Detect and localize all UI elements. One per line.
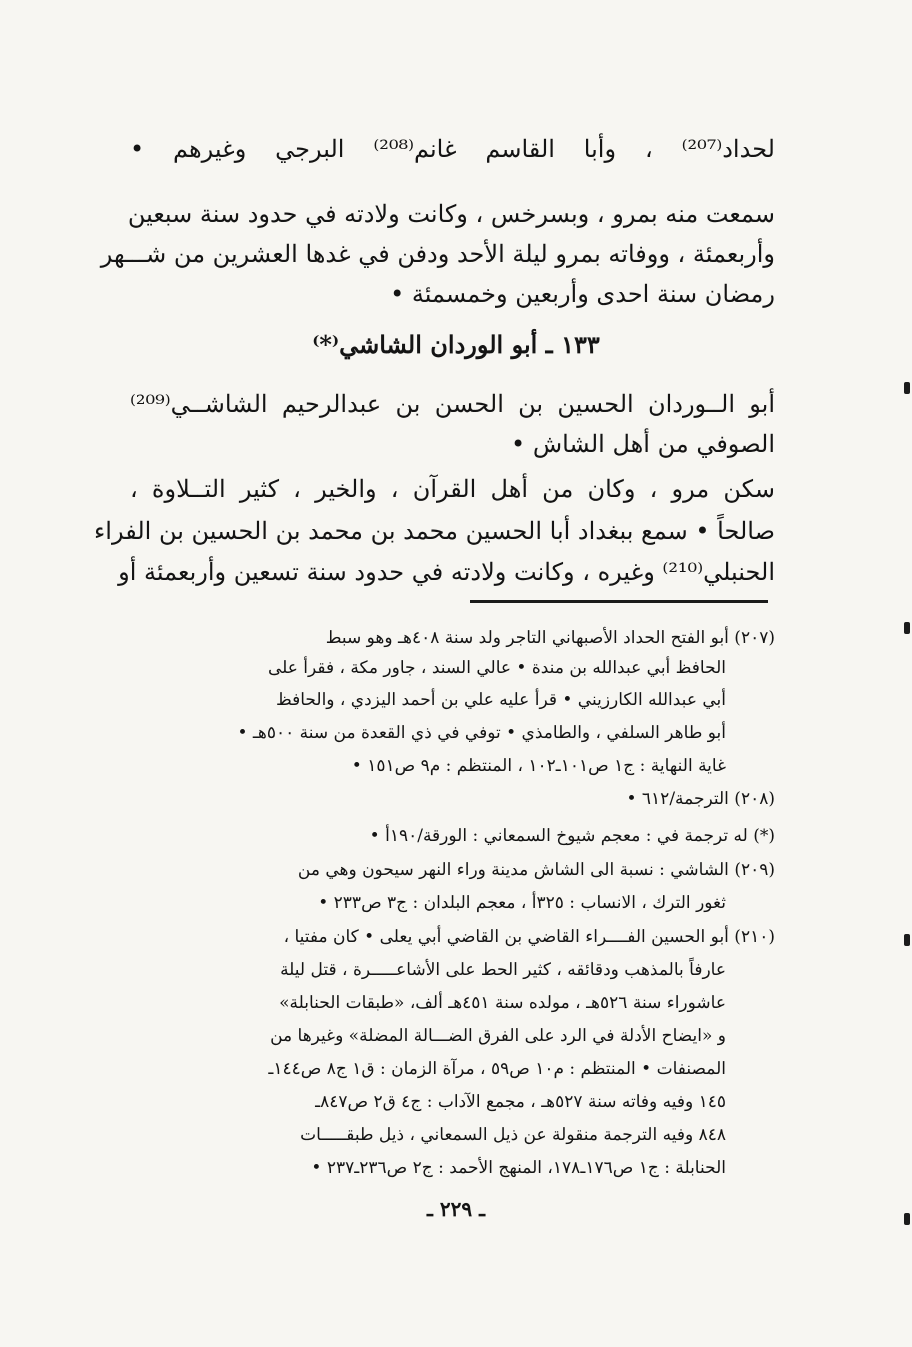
footnote-line: أبو طاهر السلفي ، والطامذي • توفي في ذي القعدة من سنة ٥٠٠هـ • — [237, 723, 726, 743]
edge-mark — [904, 622, 910, 634]
footnote-line: (٢٠٩) الشاشي : نسبة الى الشاش مدينة وراء النهر سيحون وهي من — [297, 860, 775, 880]
footnote-line: عارفاً بالمذهب ودقائقه ، كثير الحط على الأشاعـــــرة ، قتل ليلة — [280, 960, 726, 980]
body-line-2: سمعت منه بمرو ، وبسرخس ، وكانت ولادته في حدود سنة سبعين — [127, 200, 775, 228]
footnote-line: (٢٠٧) أبو الفتح الحداد الأصبهاني التاجر ولد سنة ٤٠٨هـ وهو سبط — [325, 628, 775, 648]
entry-heading: ١٣٣ ـ أبو الوردان الشاشي⁽*⁾ — [312, 330, 600, 359]
footnote-line: الحافظ أبي عبدالله بن مندة • عالي السند ، جاور مكة ، فقرأ على — [267, 658, 726, 678]
entry-line-3: سكن مرو ، وكان من أهل القرآن ، والخير ، كثير التــلاوة ، — [130, 475, 775, 503]
footnote-line: ٨٤٨ وفيه الترجمة منقولة عن ذيل السمعاني ، ذيل طبقـــــات — [300, 1125, 726, 1145]
footnote-line: و «ايضاح الأدلة في الرد على الفرق الضـــالة المضلة» وغيرها من — [270, 1026, 726, 1046]
entry-line-2: الصوفي من أهل الشاش • — [511, 430, 775, 458]
page-number: ـ ٢٢٩ ـ — [427, 1197, 485, 1221]
entry-line-5: الحنبلي⁽²¹⁰⁾ وغيره ، وكانت ولادته في حدود سنة تسعين وأربعمئة أو — [118, 558, 775, 586]
footnote-line: غاية النهاية : ج١ ص١٠١ـ١٠٢ ، المنتظم : م٩ ص١٥١ • — [351, 756, 726, 776]
footnote-separator — [470, 600, 768, 603]
body-line-1: لحداد⁽²⁰⁷⁾ ، وأبا القاسم غانم⁽²⁰⁸⁾ البرجي وغيرهم • — [130, 135, 775, 163]
footnote-line: (٢١٠) أبو الحسين الفــــراء القاضي بن القاضي أبي يعلى • كان مفتيا ، — [283, 927, 775, 947]
body-line-4: رمضان سنة احدى وأربعين وخمسمئة • — [390, 280, 775, 308]
footnote-line: أبي عبدالله الكارزيني • قرأ عليه علي بن أحمد اليزدي ، والحافظ — [275, 690, 726, 710]
entry-line-4: صالحاً • سمع ببغداد أبا الحسين محمد بن محمد بن الحسين بن الفراء — [94, 517, 775, 545]
edge-mark — [904, 1213, 910, 1225]
edge-mark — [904, 934, 910, 946]
footnote-line: الحنابلة : ج١ ص١٧٦ـ١٧٨، المنهج الأحمد : ج٢ ص٢٣٦ـ٢٣٧ • — [311, 1158, 726, 1178]
entry-line-1: أبو الــوردان الحسين بن الحسن بن عبدالرحيم الشاشــي⁽²⁰⁹⁾ — [130, 390, 775, 418]
footnote-line: ١٤٥ وفيه وفاته سنة ٥٢٧هـ ، مجمع الآداب : ج٤ ق٢ ص٨٤٧ـ — [315, 1092, 726, 1112]
footnote-line: ثغور الترك ، الانساب : ٣٢٥أ ، معجم البلدان : ج٣ ص٢٣٣ • — [318, 893, 726, 913]
footnote-line: المصنفات • المنتظم : م١٠ ص٥٩ ، مرآة الزمان : ق١ ج٨ ص١٤٤ـ — [268, 1059, 726, 1079]
footnote-line: (*) له ترجمة في : معجم شيوخ السمعاني : الورقة/١٩٠أ • — [369, 826, 775, 846]
footnote-line: عاشوراء سنة ٥٢٦هـ ، مولده سنة ٤٥١هـ ألف، «طبقات الحنابلة» — [279, 993, 726, 1013]
footnote-line: (٢٠٨) الترجمة/٦١٢ • — [626, 789, 775, 809]
edge-mark — [904, 382, 910, 394]
body-line-3: وأربعمئة ، ووفاته بمرو ليلة الأحد ودفن في غدها العشرين من شـــهر — [100, 240, 775, 268]
